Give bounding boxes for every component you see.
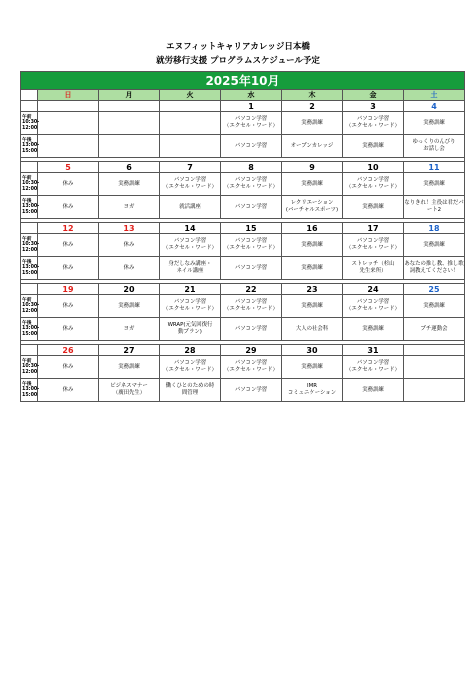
date-row-label <box>21 345 38 356</box>
pm-time-label <box>21 196 38 219</box>
date-number: 7 <box>160 162 221 173</box>
date-number: 29 <box>221 345 282 356</box>
am-program-cell <box>221 356 282 379</box>
program-text: ゆっくりのんびり <box>412 139 456 145</box>
am-program-cell <box>221 173 282 196</box>
pm-time-label-line: 13:00- <box>22 143 40 149</box>
program-text: パソコン学習 <box>234 238 268 244</box>
program-text: 休み <box>62 325 74 332</box>
weekday-header-row <box>21 90 465 101</box>
am-time-label-line: 午前 <box>22 237 32 243</box>
program-text: ヨガ <box>123 203 135 210</box>
program-text: 実務訓練 <box>301 119 323 126</box>
date-number <box>38 101 99 112</box>
program-text: パソコン学習 <box>234 299 268 305</box>
am-program-cell <box>38 234 99 257</box>
program-text: IMR <box>307 383 317 389</box>
program-text: 実務訓練 <box>118 363 140 370</box>
program-text: コミュニケーション <box>287 390 337 396</box>
program-text: 休み <box>123 241 135 248</box>
program-text: 就活講座 <box>179 203 201 210</box>
am-program-cell <box>343 173 404 196</box>
pm-program-cell <box>221 379 282 402</box>
am-program-cell <box>160 234 221 257</box>
date-row-label <box>21 162 38 173</box>
program-text: 実務訓練 <box>423 119 445 126</box>
pm-time-label-line: 13:00- <box>22 326 40 332</box>
pm-time-label-line: 午後 <box>22 260 32 266</box>
pm-time-label-line: 13:00- <box>22 204 40 210</box>
am-time-label-line: 12:00 <box>22 369 38 375</box>
am-session-row <box>21 112 465 135</box>
pm-program-cell <box>282 318 343 341</box>
pm-program-cell <box>38 196 99 219</box>
date-row-label <box>21 223 38 234</box>
pm-program-cell <box>221 318 282 341</box>
am-time-label <box>21 173 38 196</box>
date-number: 2 <box>282 101 343 112</box>
program-text: 実務訓練 <box>423 241 445 248</box>
date-row-label <box>21 101 38 112</box>
program-text: （エクセル・ワード） <box>224 184 278 190</box>
program-text: パソコン学習 <box>234 325 268 332</box>
pm-time-label-line: 15:00 <box>22 331 38 337</box>
program-text: 実務訓練 <box>301 180 323 187</box>
am-time-label-line: 午前 <box>22 115 32 121</box>
program-text: 間管理 <box>181 390 199 396</box>
pm-program-cell <box>404 196 465 219</box>
am-time-label-line: 10:30- <box>22 242 40 248</box>
date-number: 17 <box>343 223 404 234</box>
program-text: 実務訓練 <box>301 264 323 271</box>
pm-time-label-line: 13:00- <box>22 387 40 393</box>
date-number: 15 <box>221 223 282 234</box>
am-time-label-line: 午前 <box>22 359 32 365</box>
pm-program-cell <box>282 257 343 280</box>
am-program-cell <box>221 112 282 135</box>
program-text: パソコン学習 <box>234 177 268 183</box>
pm-program-cell <box>343 318 404 341</box>
date-number: 4 <box>404 101 465 112</box>
pm-program-cell <box>221 135 282 158</box>
pm-session-row <box>21 379 465 402</box>
weekday-corner <box>21 90 38 101</box>
program-text: 先生来所） <box>359 268 387 274</box>
date-row <box>21 345 465 356</box>
program-text: パソコン学習 <box>356 360 390 366</box>
pm-time-label-line: 13:00- <box>22 265 40 271</box>
pm-program-cell <box>99 379 160 402</box>
date-number: 25 <box>404 284 465 295</box>
pm-time-label-line: 15:00 <box>22 148 38 154</box>
am-program-cell <box>99 295 160 318</box>
pm-program-cell <box>38 135 99 158</box>
am-program-cell <box>99 356 160 379</box>
weekday-monday: 月 <box>99 90 160 101</box>
program-text: 身だしなみ講座・ <box>168 261 212 267</box>
date-number <box>99 101 160 112</box>
pm-program-cell <box>282 135 343 158</box>
pm-program-cell <box>160 379 221 402</box>
program-text: （エクセル・ワード） <box>346 367 400 373</box>
program-text: ビジネスマナー <box>110 383 148 389</box>
am-time-label-line: 午前 <box>22 298 32 304</box>
pm-time-label-line: 午後 <box>22 138 32 144</box>
program-text: 実務訓練 <box>362 203 384 210</box>
program-text: あなたの推し教、推し歌詞教えてください！ <box>404 261 464 274</box>
program-text: パソコン学習 <box>173 299 207 305</box>
am-program-cell <box>404 173 465 196</box>
am-program-cell <box>404 356 465 379</box>
date-number: 26 <box>38 345 99 356</box>
program-text: 実務訓練 <box>301 302 323 309</box>
pm-program-cell <box>160 318 221 341</box>
date-number: 23 <box>282 284 343 295</box>
am-time-label-line: 10:30- <box>22 120 40 126</box>
weekday-thursday: 木 <box>282 90 343 101</box>
date-number: 22 <box>221 284 282 295</box>
am-session-row <box>21 295 465 318</box>
program-text: パソコン学習 <box>173 360 207 366</box>
program-text: ヨガ <box>123 325 135 332</box>
program-text: （エクセル・ワード） <box>346 184 400 190</box>
date-number: 16 <box>282 223 343 234</box>
am-program-cell <box>160 173 221 196</box>
am-time-label-line: 10:30- <box>22 364 40 370</box>
date-number: 20 <box>99 284 160 295</box>
pm-time-label-line: 15:00 <box>22 209 38 215</box>
pm-program-cell <box>404 379 465 402</box>
date-number: 11 <box>404 162 465 173</box>
pm-program-cell <box>99 318 160 341</box>
pm-program-cell <box>221 196 282 219</box>
pm-program-cell <box>99 135 160 158</box>
am-program-cell <box>160 356 221 379</box>
pm-program-cell <box>404 257 465 280</box>
program-text: お話し会 <box>423 146 445 152</box>
date-row <box>21 223 465 234</box>
weekday-sunday: 日 <box>38 90 99 101</box>
weekday-saturday: 土 <box>404 90 465 101</box>
date-number: 18 <box>404 223 465 234</box>
am-time-label-line: 10:30- <box>22 303 40 309</box>
pm-program-cell <box>343 257 404 280</box>
date-row <box>21 162 465 173</box>
weekday-wednesday: 水 <box>221 90 282 101</box>
program-text: パソコン学習 <box>356 116 390 122</box>
date-number: 19 <box>38 284 99 295</box>
date-number: 10 <box>343 162 404 173</box>
program-text: パソコン学習 <box>173 238 207 244</box>
program-text: （エクセル・ワード） <box>163 306 217 312</box>
am-program-cell <box>404 295 465 318</box>
program-text: 休み <box>123 264 135 271</box>
program-text: パソコン学習 <box>356 238 390 244</box>
date-number: 27 <box>99 345 160 356</box>
pm-program-cell <box>404 135 465 158</box>
program-text: パソコン学習 <box>234 360 268 366</box>
pm-time-label-line: 午後 <box>22 382 32 388</box>
am-program-cell <box>282 173 343 196</box>
program-text: なりきれ！主役は君だパート2 <box>404 200 464 213</box>
am-session-row <box>21 173 465 196</box>
program-text: 働くひとのための時 <box>165 383 215 389</box>
am-time-label <box>21 234 38 257</box>
pm-session-row <box>21 135 465 158</box>
date-row-label <box>21 284 38 295</box>
am-program-cell <box>38 295 99 318</box>
program-text: （エクセル・ワード） <box>346 306 400 312</box>
program-text: 休み <box>62 386 74 393</box>
pm-program-cell <box>282 379 343 402</box>
am-program-cell <box>343 234 404 257</box>
pm-time-label-line: 午後 <box>22 321 32 327</box>
date-number: 9 <box>282 162 343 173</box>
program-text: 実務訓練 <box>301 363 323 370</box>
am-program-cell <box>282 234 343 257</box>
program-text: 休み <box>62 180 74 187</box>
pm-session-row <box>21 257 465 280</box>
program-text: （エクセル・ワード） <box>224 245 278 251</box>
pm-program-cell <box>38 379 99 402</box>
program-text: 実務訓練 <box>423 180 445 187</box>
program-text: （エクセル・ワード） <box>224 123 278 129</box>
program-text: （エクセル・ワード） <box>224 306 278 312</box>
program-text: パソコン学習 <box>234 264 268 271</box>
program-text: パソコン学習 <box>234 203 268 210</box>
pm-program-cell <box>160 135 221 158</box>
program-text: 休み <box>62 363 74 370</box>
document-header <box>0 40 476 68</box>
pm-program-cell <box>343 379 404 402</box>
program-text: 実務訓練 <box>118 302 140 309</box>
am-program-cell <box>99 112 160 135</box>
am-program-cell <box>343 112 404 135</box>
am-program-cell <box>99 173 160 196</box>
pm-program-cell <box>343 196 404 219</box>
date-row <box>21 101 465 112</box>
program-text: WRAP(元気回復行 <box>167 322 213 328</box>
pm-program-cell <box>221 257 282 280</box>
program-text: （エクセル・ワード） <box>346 123 400 129</box>
month-title: 2025年10月 <box>21 72 465 90</box>
date-number: 1 <box>221 101 282 112</box>
date-number: 8 <box>221 162 282 173</box>
date-number: 5 <box>38 162 99 173</box>
am-time-label <box>21 295 38 318</box>
program-text: オープンカレッジ <box>290 142 334 149</box>
program-text: パソコン学習 <box>356 177 390 183</box>
program-text: 実務訓練 <box>423 302 445 309</box>
program-text: パソコン学習 <box>234 142 268 149</box>
program-text: （エクセル・ワード） <box>346 245 400 251</box>
pm-program-cell <box>404 318 465 341</box>
program-text: 大人の社会科 <box>295 325 329 332</box>
program-text: パソコン学習 <box>234 116 268 122</box>
date-number: 24 <box>343 284 404 295</box>
am-time-label <box>21 356 38 379</box>
am-program-cell <box>38 173 99 196</box>
pm-program-cell <box>99 196 160 219</box>
pm-program-cell <box>38 318 99 341</box>
am-program-cell <box>282 112 343 135</box>
program-text: 動プラン) <box>178 329 202 335</box>
program-text: 実務訓練 <box>362 325 384 332</box>
program-text: 休み <box>62 241 74 248</box>
schedule-title: 就労移行支援 プログラムスケジュール予定 <box>156 56 320 66</box>
program-text: 実務訓練 <box>362 142 384 149</box>
program-text: （廣田先生） <box>112 390 146 396</box>
date-number <box>404 345 465 356</box>
pm-program-cell <box>343 135 404 158</box>
pm-time-label <box>21 318 38 341</box>
program-text: (バーチャルスポーツ) <box>285 207 339 213</box>
am-program-cell <box>343 356 404 379</box>
am-time-label-line: 10:30- <box>22 181 40 187</box>
program-text: レクリエーション <box>290 200 334 206</box>
am-time-label-line: 12:00 <box>22 186 38 192</box>
program-text: （エクセル・ワード） <box>224 367 278 373</box>
program-text: 実務訓練 <box>118 180 140 187</box>
date-number: 28 <box>160 345 221 356</box>
program-text: パソコン学習 <box>356 299 390 305</box>
am-time-label-line: 午前 <box>22 176 32 182</box>
am-program-cell <box>160 295 221 318</box>
pm-program-cell <box>160 257 221 280</box>
pm-time-label-line: 15:00 <box>22 270 38 276</box>
pm-time-label-line: 15:00 <box>22 392 38 398</box>
date-number: 3 <box>343 101 404 112</box>
date-number: 6 <box>99 162 160 173</box>
program-text: 休み <box>62 264 74 271</box>
program-text: 休み <box>62 302 74 309</box>
program-text: プチ運動会 <box>420 325 448 332</box>
am-program-cell <box>282 295 343 318</box>
pm-time-label <box>21 379 38 402</box>
weekday-tuesday: 火 <box>160 90 221 101</box>
pm-program-cell <box>99 257 160 280</box>
pm-time-label-line: 午後 <box>22 199 32 205</box>
am-program-cell <box>160 112 221 135</box>
date-number: 21 <box>160 284 221 295</box>
am-program-cell <box>404 234 465 257</box>
am-program-cell <box>38 356 99 379</box>
pm-session-row <box>21 196 465 219</box>
am-time-label-line: 12:00 <box>22 308 38 314</box>
am-session-row <box>21 356 465 379</box>
pm-session-row <box>21 318 465 341</box>
date-row <box>21 284 465 295</box>
pm-program-cell <box>160 196 221 219</box>
date-number: 14 <box>160 223 221 234</box>
program-text: （エクセル・ワード） <box>163 184 217 190</box>
pm-time-label <box>21 257 38 280</box>
am-program-cell <box>221 295 282 318</box>
program-text: 実務訓練 <box>301 241 323 248</box>
program-text: （エクセル・ワード） <box>163 367 217 373</box>
am-program-cell <box>404 112 465 135</box>
program-text: ストレッチ（杉山 <box>351 261 395 267</box>
am-time-label-line: 12:00 <box>22 125 38 131</box>
program-text: 休み <box>62 203 74 210</box>
am-program-cell <box>343 295 404 318</box>
am-time-label <box>21 112 38 135</box>
date-number: 30 <box>282 345 343 356</box>
weekday-friday: 金 <box>343 90 404 101</box>
program-text: （エクセル・ワード） <box>163 245 217 251</box>
am-program-cell <box>99 234 160 257</box>
program-calendar <box>20 71 465 402</box>
date-number <box>160 101 221 112</box>
pm-program-cell <box>282 196 343 219</box>
program-text: ネイル講座 <box>176 268 204 274</box>
am-program-cell <box>282 356 343 379</box>
date-number: 13 <box>99 223 160 234</box>
date-number: 31 <box>343 345 404 356</box>
am-program-cell <box>38 112 99 135</box>
month-header-row <box>21 72 465 90</box>
school-name: エヌフィットキャリアカレッジ日本橋 <box>166 42 310 52</box>
am-program-cell <box>221 234 282 257</box>
am-time-label-line: 12:00 <box>22 247 38 253</box>
pm-time-label <box>21 135 38 158</box>
date-number: 12 <box>38 223 99 234</box>
am-session-row <box>21 234 465 257</box>
pm-program-cell <box>38 257 99 280</box>
program-text: パソコン学習 <box>173 177 207 183</box>
program-text: パソコン学習 <box>234 386 268 393</box>
program-text: 実務訓練 <box>362 386 384 393</box>
